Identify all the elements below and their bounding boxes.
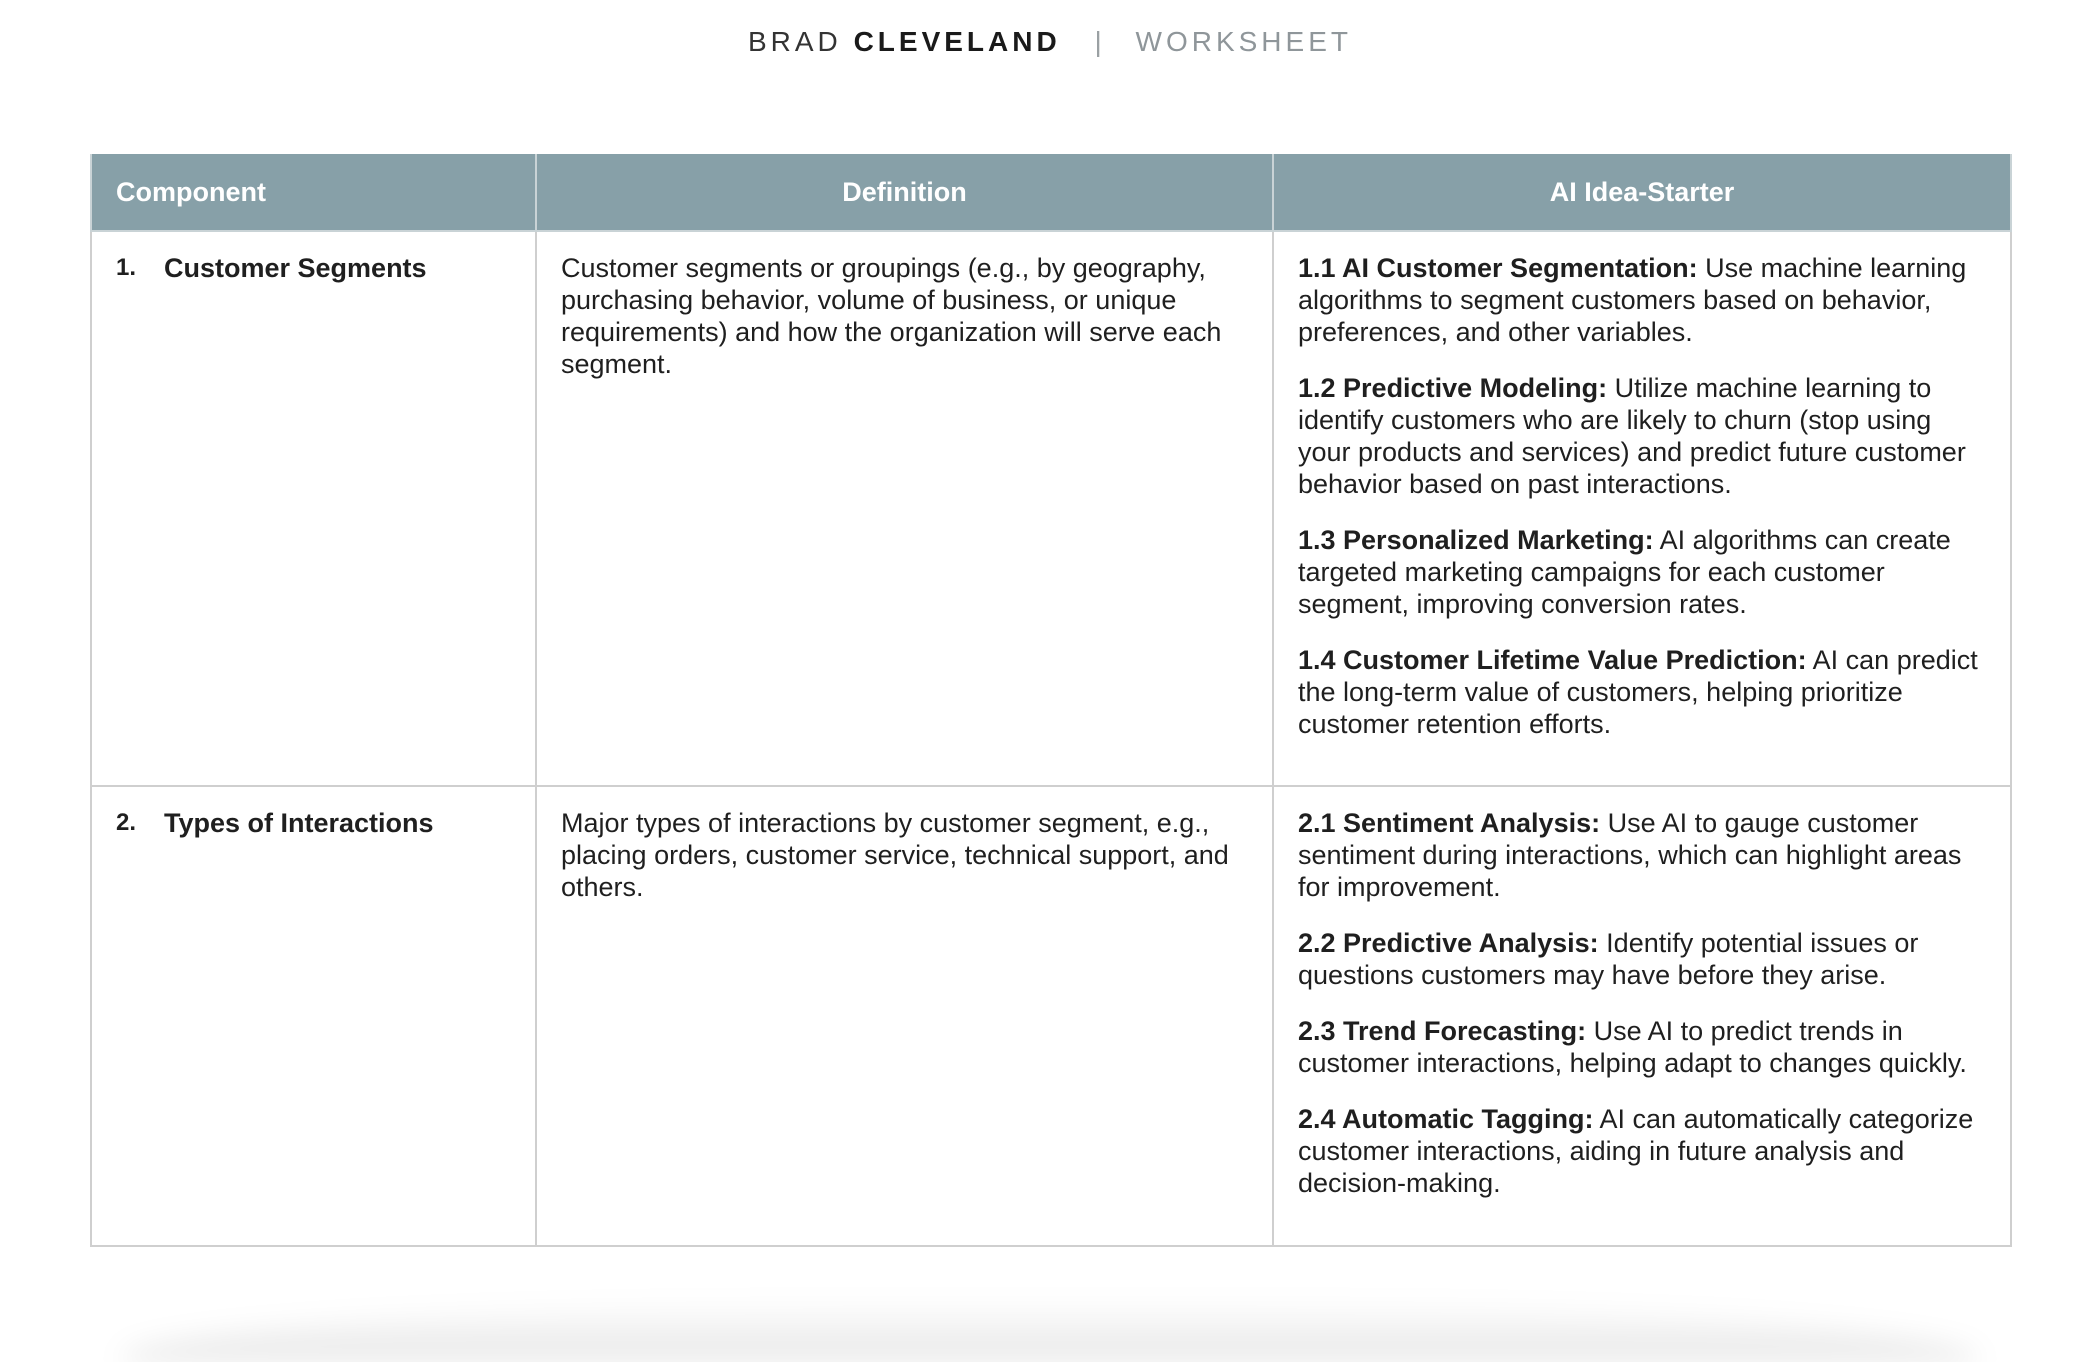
header-separator: | bbox=[1094, 26, 1102, 57]
table-row bbox=[91, 786, 2011, 1246]
component-number: 1. bbox=[116, 254, 137, 281]
component-number: 2. bbox=[116, 809, 137, 836]
column-header-component: Component bbox=[91, 154, 536, 231]
ideas-cell bbox=[1273, 231, 2011, 786]
idea-text: AI can predict the long-term value of customers, helping prioritize customer retention efforts. bbox=[1298, 645, 1978, 739]
component-cell bbox=[91, 231, 536, 786]
idea-item bbox=[1298, 644, 1986, 740]
column-header-ai-idea-starter: AI Idea-Starter bbox=[1273, 154, 2011, 231]
idea-title: 2.4 Automatic Tagging: bbox=[1298, 1104, 1594, 1134]
idea-title: 1.4 Customer Lifetime Value Prediction: bbox=[1298, 645, 1807, 675]
idea-item bbox=[1298, 927, 1986, 991]
brand-first-name: BRAD bbox=[747, 26, 842, 57]
idea-item bbox=[1298, 524, 1986, 620]
ideas-cell bbox=[1273, 786, 2011, 1246]
document-type: WORKSHEET bbox=[1135, 26, 1352, 57]
worksheet-table bbox=[90, 154, 2012, 1247]
component-cell bbox=[91, 786, 536, 1246]
idea-text: Utilize machine learning to identify customers who are likely to churn (stop using your products and services) and predict future customer behavior based on past interactions. bbox=[1298, 373, 1966, 499]
idea-text: Use AI to predict trends in customer interactions, helping adapt to changes quickly. bbox=[1298, 1016, 1967, 1078]
table-row bbox=[91, 231, 2011, 786]
idea-text: Use machine learning algorithms to segment customers based on behavior, preferences, and other variables. bbox=[1298, 253, 1967, 347]
idea-text: Use AI to gauge customer sentiment during interactions, which can highlight areas for improvement. bbox=[1298, 808, 1962, 902]
column-header-definition: Definition bbox=[536, 154, 1273, 231]
idea-title: 1.1 AI Customer Segmentation: bbox=[1298, 253, 1698, 283]
idea-item bbox=[1298, 807, 1986, 903]
idea-title: 1.3 Personalized Marketing: bbox=[1298, 525, 1654, 555]
idea-text: Identify potential issues or questions customers may have before they arise. bbox=[1298, 928, 1919, 990]
idea-text: AI algorithms can create targeted marketing campaigns for each customer segment, improving conversion rates. bbox=[1298, 525, 1951, 619]
component-name: Customer Segments bbox=[164, 253, 427, 283]
idea-item bbox=[1298, 252, 1986, 348]
component-name: Types of Interactions bbox=[164, 808, 434, 838]
brand-last-name: CLEVELAND bbox=[853, 26, 1061, 57]
idea-item bbox=[1298, 1015, 1986, 1079]
idea-item bbox=[1298, 372, 1986, 500]
table-header-row bbox=[91, 154, 2011, 231]
idea-item bbox=[1298, 1103, 1986, 1199]
definition-cell: Major types of interactions by customer segment, e.g., placing orders, customer service, technical support, and others. bbox=[536, 786, 1273, 1246]
idea-title: 2.1 Sentiment Analysis: bbox=[1298, 808, 1601, 838]
page-header bbox=[0, 26, 2100, 58]
idea-title: 2.2 Predictive Analysis: bbox=[1298, 928, 1599, 958]
idea-text: AI can automatically categorize customer interactions, aiding in future analysis and decision-making. bbox=[1298, 1104, 1974, 1198]
page-bottom-shadow bbox=[120, 1300, 1980, 1362]
idea-title: 1.2 Predictive Modeling: bbox=[1298, 373, 1608, 403]
definition-cell: Customer segments or groupings (e.g., by geography, purchasing behavior, volume of business, or unique requirements) and how the organization will serve each segment. bbox=[536, 231, 1273, 786]
idea-title: 2.3 Trend Forecasting: bbox=[1298, 1016, 1587, 1046]
